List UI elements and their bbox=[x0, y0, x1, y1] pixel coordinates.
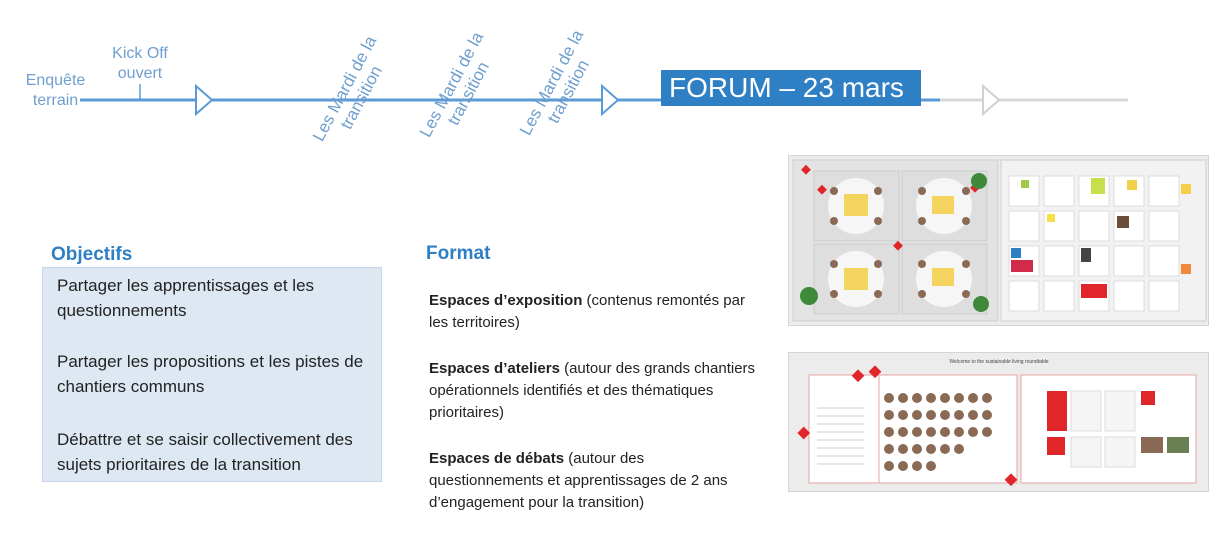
objectif-item-1: Partager les apprentissages et les questionnements bbox=[57, 276, 315, 320]
board-2-image bbox=[789, 353, 1208, 491]
format-item-1: Espaces d’exposition (contenus remontés par les territoires) bbox=[429, 292, 745, 331]
forum-label: FORUM – 23 mars bbox=[661, 70, 921, 106]
board-screenshot-2 bbox=[788, 352, 1209, 492]
milestone-arrow-3 bbox=[983, 86, 999, 114]
format-item-2: Espaces d’ateliers (autour des grands chantiers opérationnels identifiés et des thématiques prioritaires) bbox=[429, 360, 756, 421]
mardi-label-1: Les Mardi de la transition bbox=[308, 32, 386, 145]
mardi-label-3: Les Mardi de la transition bbox=[515, 26, 593, 139]
mardi-label-2: Les Mardi de la transition bbox=[415, 28, 493, 141]
kickoff-label: Kick Off ouvert bbox=[112, 45, 168, 82]
format-title: Format bbox=[426, 243, 491, 264]
board-1-image bbox=[789, 156, 1208, 325]
milestone-arrow-2 bbox=[602, 86, 618, 114]
format-item-3: Espaces de débats (autour des questionnements et apprentissages de 2 ans d’engagement pour la transition) bbox=[429, 450, 728, 511]
board-screenshot-1 bbox=[788, 155, 1209, 326]
objectif-item-2: Partager les propositions et les pistes de chantiers communs bbox=[57, 352, 364, 396]
timeline bbox=[0, 0, 1209, 160]
milestone-arrow-1 bbox=[196, 86, 212, 114]
board-2-title: Welcome to the sustainable living roundtable bbox=[949, 359, 1049, 365]
objectifs-title: Objectifs bbox=[51, 244, 133, 265]
enquete-label: Enquête terrain bbox=[25, 72, 86, 109]
objectif-item-3: Débattre et se saisir collectivement des sujets prioritaires de la transition bbox=[57, 430, 353, 474]
